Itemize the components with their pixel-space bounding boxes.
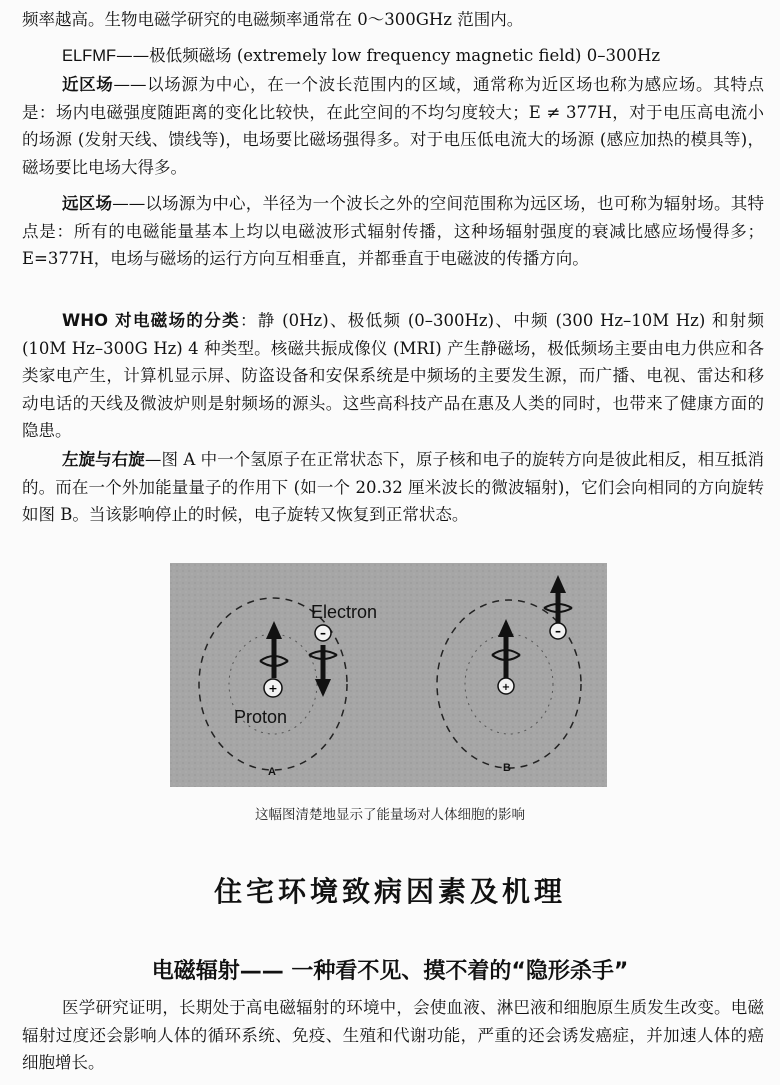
near-field-paragraph — [22, 71, 764, 181]
elfmf-text: ——极低频磁场 (extremely low frequency magnetic field) 0–300Hz — [116, 46, 661, 65]
hydrogen-spin-figure — [170, 563, 607, 787]
far-field-paragraph — [22, 190, 764, 273]
far-field-term: 远区场 — [62, 194, 113, 213]
section-title: 住宅环境致病因素及机理 — [213, 875, 566, 908]
who-paragraph — [22, 307, 764, 445]
svg-text:+: + — [268, 682, 278, 695]
intro-paragraph: 频率越高。生物电磁学研究的电磁频率通常在 0～300GHz 范围内。 — [22, 10, 524, 29]
spin-paragraph — [22, 446, 764, 529]
elfmf-paragraph — [22, 42, 764, 71]
spin-text: —图 A 中一个氢原子在正常状态下，原子核和电子的旋转方向是彼此相反，相互抵消的。而在一个外加能量量子的作用下 (如一个 20.32 厘米波长的微波辐射)，它们会向相同的方向旋转如图 B。当该影响停止的时候，电子旋转又恢复到正常状态。 — [22, 450, 765, 524]
who-text: ：静 (0Hz)、极低频 (0–300Hz)、中频 (300 Hz–10M Hz) 和射频 (10M Hz–300G Hz) 4 种类型。核磁共振成像仪 (MRI) 产生静磁场，极低频场主要由电力供应和各类家电产生，计算机显示屏、防盗设备和安保系统是中频场的主要发生源，而广播、电视、雷达和移动电话的天线及微波炉则是射频场的源头。这些高科技产品在惠及人类的同时，也带来了健康方面的隐患。 — [22, 311, 765, 440]
who-term: WHO 对电磁场的分类 — [62, 311, 240, 330]
elfmf-term: ELFMF — [62, 47, 117, 65]
final-paragraph: 医学研究证明，长期处于高电磁辐射的环境中，会使血液、淋巴液和细胞原生质发生改变。电磁辐射过度还会影响人体的循环系统、免疫、生殖和代谢功能，严重的还会诱发癌症，并加速人体的癌细胞增长。 — [22, 998, 764, 1072]
svg-text:–: – — [555, 624, 561, 638]
section-subtitle: 电磁辐射—— 一种看不见、摸不着的“隐形杀手” — [151, 959, 629, 984]
proton-label: Proton — [234, 707, 288, 727]
electron-label: Electron — [311, 602, 378, 622]
near-field-text: ——以场源为中心，在一个波长范围内的区域，通常称为近区场也称为感应场。其特点是：场内电磁强度随距离的变化比较快，在此空间的不均匀度较大；E ≠ 377H，对于电压高电流小的场源 (发射天线、馈线等)，电场要比磁场强得多。对于电压低电流大的场源 (感应加热的模具等)，磁场要比电场大得多。 — [22, 75, 765, 177]
electron-symbol-b — [550, 623, 566, 639]
far-field-text: ——以场源为中心，半径为一个波长之外的空间范围称为远区场，也可称为辐射场。其特点是：所有的电磁能量基本上均以电磁波形式辐射传播，这种场辐射强度的衰减比感应场慢得多；E=377H，电场与磁场的运行方向互相垂直，并都垂直于电磁波的传播方向。 — [22, 194, 765, 268]
near-field-term: 近区场 — [62, 75, 114, 94]
figure-caption: 这幅图清楚地显示了能量场对人体细胞的影响 — [255, 807, 525, 823]
proton-symbol — [264, 679, 282, 697]
svg-text:+: + — [501, 682, 511, 693]
electron-symbol-a — [315, 625, 331, 641]
spin-term: 左旋与右旋 — [62, 450, 145, 469]
proton-symbol-b — [498, 678, 514, 694]
label-a: A — [268, 766, 276, 778]
label-b: B — [503, 762, 511, 774]
svg-text:–: – — [320, 626, 326, 640]
